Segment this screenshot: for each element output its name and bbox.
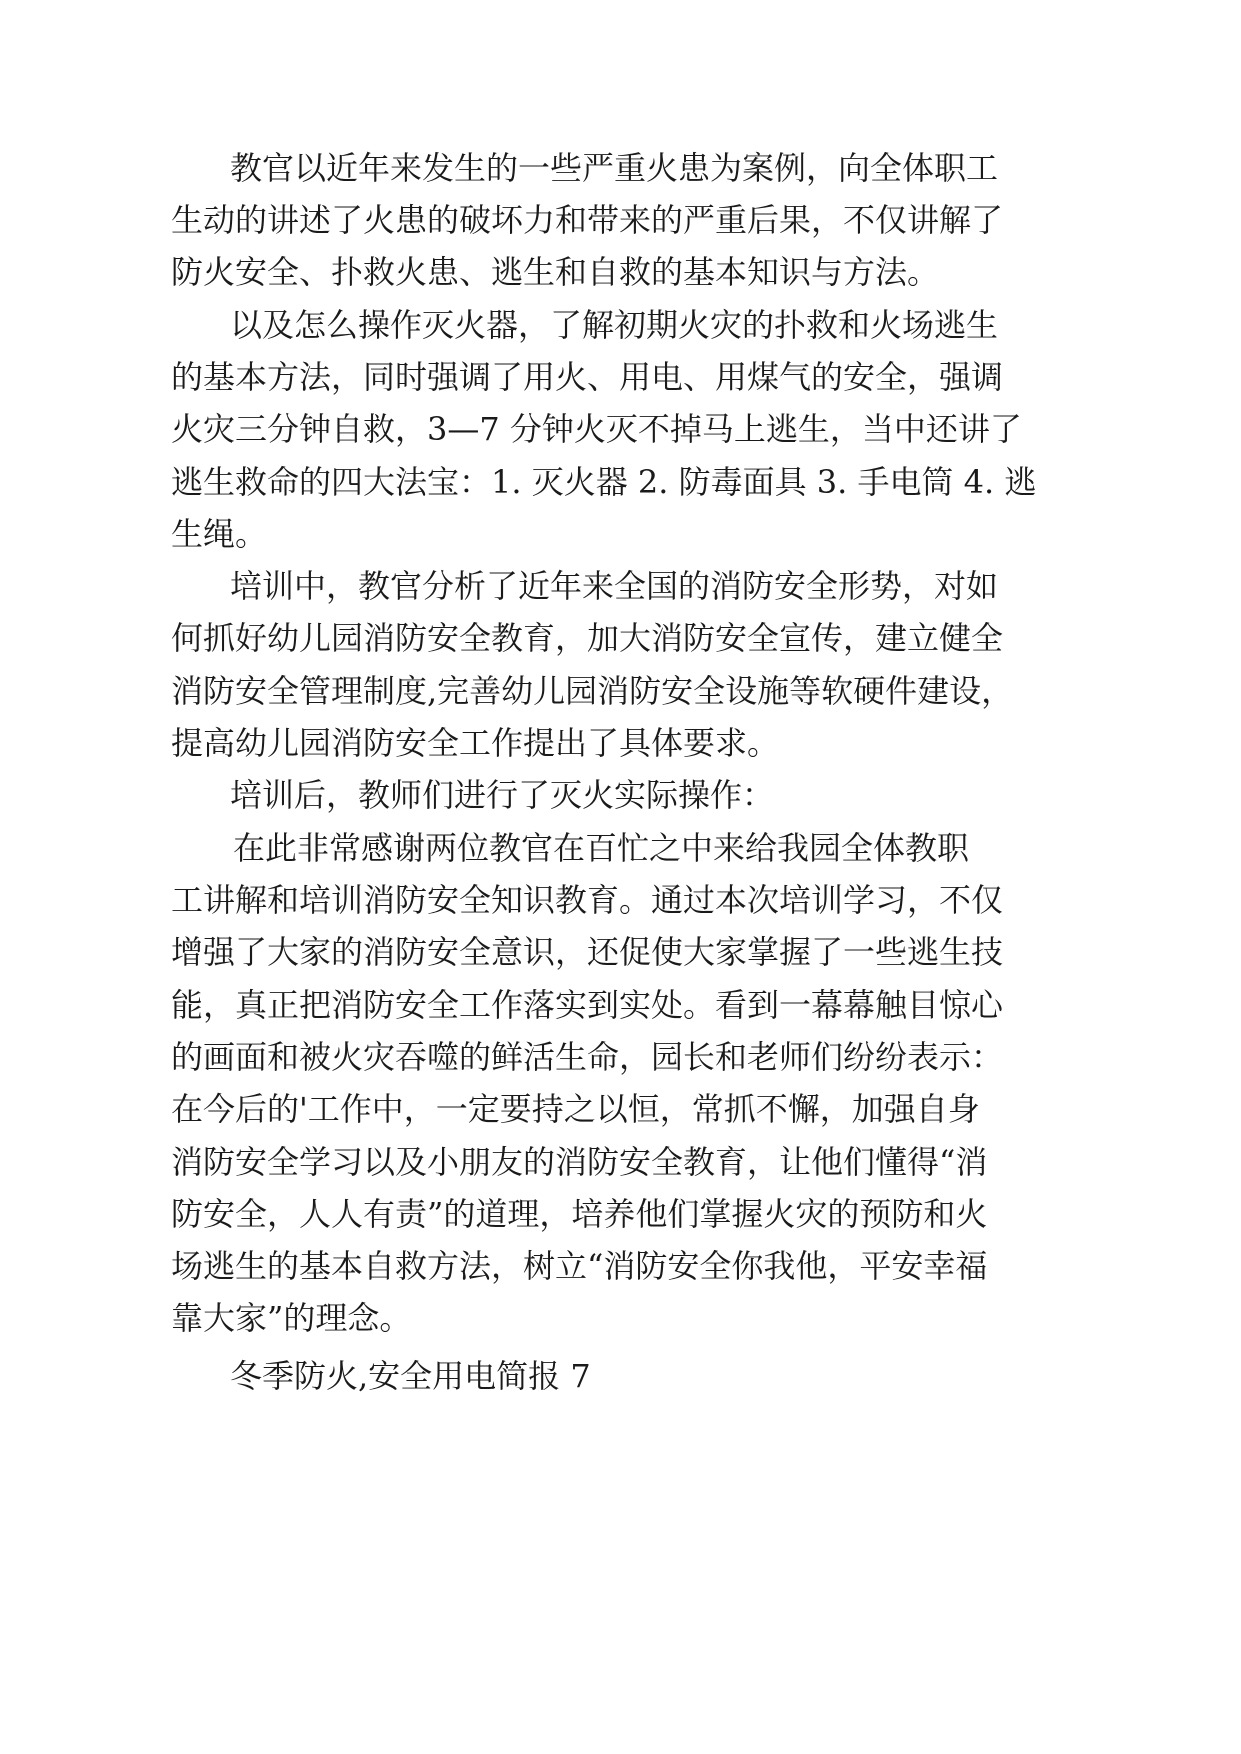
paragraph-3-line-2: 何抓好幼儿园消防安全教育，加大消防安全宣传，建立健全 <box>171 619 1004 657</box>
paragraph-5-line-7: 消防安全学习以及小朋友的消防安全教育，让他们懂得“消 <box>171 1143 988 1181</box>
paragraph-1-line-2: 生动的讲述了火患的破坏力和带来的严重后果，不仅讲解了 <box>171 201 1004 239</box>
next-section-title: 冬季防火,安全用电简报 7 <box>230 1357 591 1395</box>
paragraph-3-line-1: 培训中，教官分析了近年来全国的消防安全形势，对如 <box>230 567 999 605</box>
paragraph-2-line-2: 的基本方法，同时强调了用火、用电、用煤气的安全，强调 <box>171 358 1004 396</box>
paragraph-5-line-6: 在今后的'工作中，一定要持之以恒，常抓不懈，加强自身 <box>171 1090 980 1128</box>
paragraph-2-line-1: 以及怎么操作灭火器，了解初期火灾的扑救和火场逃生 <box>230 306 999 344</box>
paragraph-1-line-3: 防火安全、扑救火患、逃生和自救的基本知识与方法。 <box>171 253 940 291</box>
paragraph-5-line-8: 防安全，人人有责”的道理，培养他们掌握火灾的预防和火 <box>171 1195 988 1233</box>
paragraph-3-line-3: 消防安全管理制度,完善幼儿园消防安全设施等软硬件建设， <box>171 672 1014 710</box>
paragraph-5-line-3: 增强了大家的消防安全意识，还促使大家掌握了一些逃生技 <box>171 933 1004 971</box>
paragraph-2-line-4: 逃生救命的四大法宝：1. 灭火器 2. 防毒面具 3. 手电筒 4. 逃 <box>171 463 1037 501</box>
paragraph-5-line-5: 的画面和被火灾吞噬的鲜活生命，园长和老师们纷纷表示： <box>171 1038 1004 1076</box>
paragraph-2-line-5: 生绳。 <box>171 515 268 553</box>
paragraph-5-line-1: 在此非常感谢两位教官在百忙之中来给我园全体教职 <box>233 829 970 867</box>
paragraph-3-line-4: 提高幼儿园消防安全工作提出了具体要求。 <box>171 724 780 762</box>
paragraph-5-line-10: 靠大家”的理念。 <box>171 1299 412 1337</box>
paragraph-5-line-4: 能，真正把消防安全工作落实到实处。看到一幕幕触目惊心 <box>171 986 1004 1024</box>
paragraph-4-line-1: 培训后，教师们进行了灭火实际操作： <box>230 776 775 814</box>
paragraph-5-line-2: 工讲解和培训消防安全知识教育。通过本次培训学习，不仅 <box>171 881 1004 919</box>
paragraph-2-line-3: 火灾三分钟自救，3—7 分钟火灭不掉马上逃生，当中还讲了 <box>171 410 1022 448</box>
paragraph-1-line-1: 教官以近年来发生的一些严重火患为案例，向全体职工 <box>230 149 999 187</box>
paragraph-5-line-9: 场逃生的基本自救方法，树立“消防安全你我他，平安幸福 <box>171 1247 988 1285</box>
